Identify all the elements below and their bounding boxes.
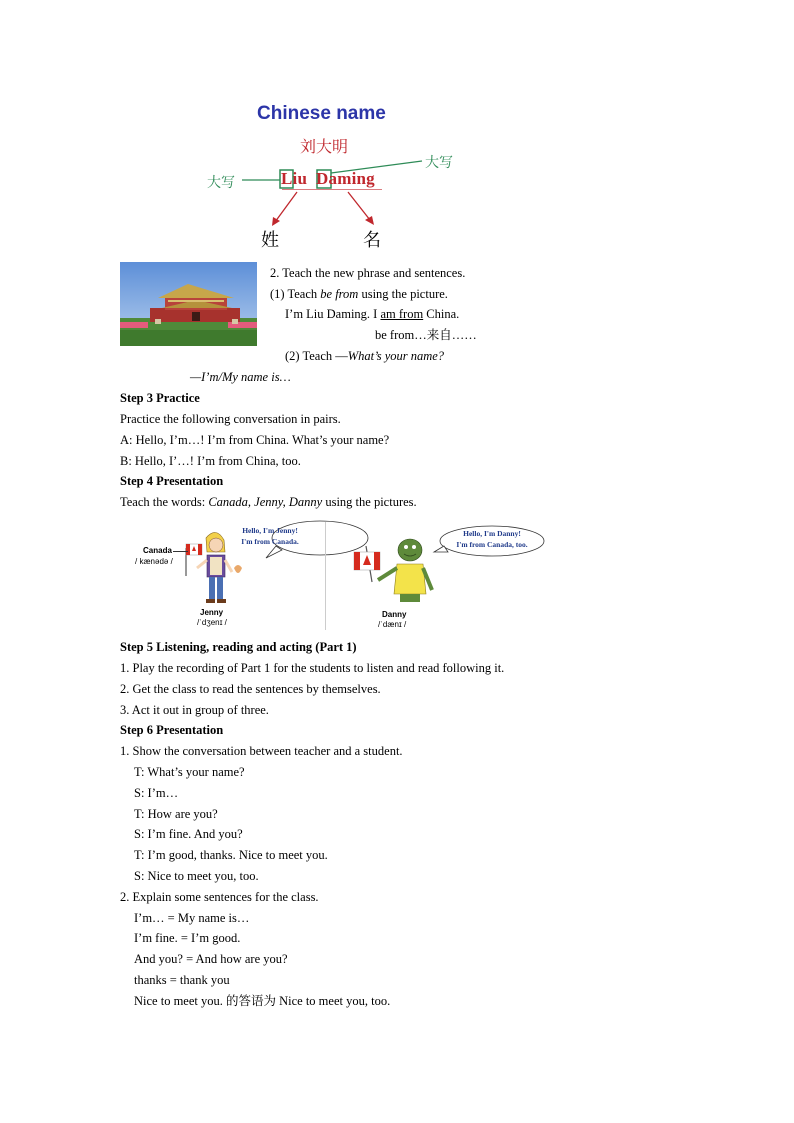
- left-capital-label: 大写: [207, 175, 235, 191]
- explanation-line: I’m… = My name is…: [134, 911, 250, 925]
- teach-line-3: I’m Liu Daming. I am from China.: [285, 307, 460, 321]
- jenny-label: Jenny: [200, 608, 224, 617]
- explanation-line: And you? = And how are you?: [134, 952, 288, 966]
- chinese-name: 刘大明: [300, 137, 349, 156]
- surname-label: 姓: [261, 230, 279, 251]
- teach-line-5: (2) Teach —What’s your name?: [285, 349, 445, 363]
- conversation-line: S: I’m…: [134, 786, 179, 800]
- teach-line-4: be from…来自……: [375, 328, 477, 342]
- step3-heading: Step 3 Practice: [120, 391, 200, 405]
- step3-line-3: B: Hello, I’…! I’m from China, too.: [120, 454, 301, 468]
- step4-heading: Step 4 Presentation: [120, 474, 224, 488]
- teach-line-2: (1) Teach be from using the picture.: [270, 287, 448, 301]
- teach-line-1: 2. Teach the new phrase and sentences.: [270, 266, 466, 280]
- step5-line-2: 2. Get the class to read the sentences by themselves.: [120, 682, 381, 696]
- canada-label: Canada: [143, 546, 172, 555]
- step6-heading: Step 6 Presentation: [120, 723, 224, 737]
- tiananmen-photo: [120, 262, 257, 346]
- explanation-line: thanks = thank you: [134, 973, 230, 987]
- romanized-name: Liu Daming: [281, 169, 375, 188]
- explanation-line: Nice to meet you. 的答语为 Nice to meet you, too.: [134, 994, 391, 1008]
- danny-speech-bubble: Hello, I'm Danny! I'm from Canada, too.: [456, 529, 528, 549]
- canada-phonetic: / kænədə /: [135, 557, 173, 566]
- conversation-line: T: I’m good, thanks. Nice to meet you.: [134, 848, 328, 862]
- conversation-line: S: I’m fine. And you?: [134, 827, 243, 841]
- danny-phonetic: /ˈdænɪ /: [378, 620, 407, 629]
- conversation-line: S: Nice to meet you, too.: [134, 869, 259, 883]
- step6-line-2: 2. Explain some sentences for the class.: [120, 890, 319, 904]
- diagram-title: Chinese name: [257, 103, 386, 124]
- conversation-line: T: How are you?: [134, 807, 218, 821]
- conversation-line: T: What’s your name?: [134, 765, 245, 779]
- step3-line-2: A: Hello, I’m…! I’m from China. What’s your name?: [120, 433, 390, 447]
- right-capital-label: 大写: [425, 155, 453, 171]
- step5-line-3: 3. Act it out in group of three.: [120, 703, 269, 717]
- step5-line-1: 1. Play the recording of Part 1 for the students to listen and read following it.: [120, 661, 505, 675]
- explanation-line: I’m fine. = I’m good.: [134, 931, 241, 945]
- step4-line-1: Teach the words: Canada, Jenny, Danny using the pictures.: [120, 495, 417, 509]
- step5-heading: Step 5 Listening, reading and acting (Part 1): [120, 640, 357, 654]
- given-name-label: 名: [363, 230, 381, 251]
- step6-line-1: 1. Show the conversation between teacher and a student.: [120, 744, 403, 758]
- teach-line-6: —I’m/My name is…: [190, 370, 291, 384]
- step3-line-1: Practice the following conversation in pairs.: [120, 412, 341, 426]
- character-pictures: [120, 516, 550, 632]
- name-diagram-lines: [200, 140, 470, 240]
- jenny-speech-bubble: Hello, I'm Jenny! I'm from Canada.: [241, 526, 299, 546]
- danny-label: Danny: [382, 610, 407, 619]
- jenny-phonetic: /ˈdʒenɪ /: [197, 618, 227, 627]
